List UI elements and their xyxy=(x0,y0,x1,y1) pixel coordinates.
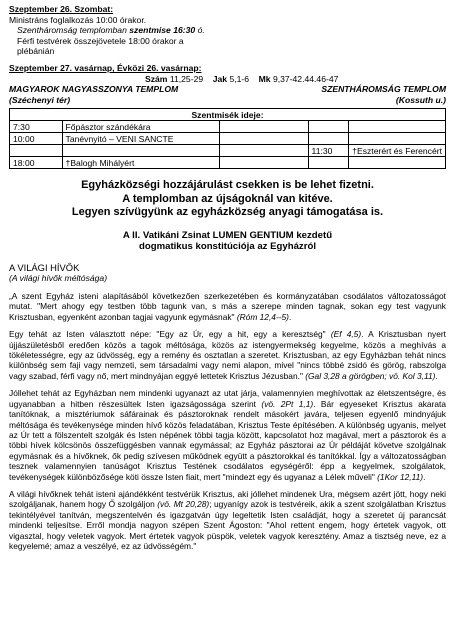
intention-right xyxy=(349,121,446,133)
intention-right xyxy=(349,157,446,169)
section-title: A VILÁGI HÍVŐK xyxy=(9,261,80,273)
time-left xyxy=(10,145,63,157)
address-right: (Kossuth u.) xyxy=(395,94,446,105)
mass-table-header: Szentmisék ideje: xyxy=(10,109,446,121)
document-heading xyxy=(9,230,446,253)
mass-row xyxy=(10,133,446,145)
church-left: MAGYAROK NAGYASSZONYA TEMPLOM xyxy=(9,84,179,95)
time-left: 7:30 xyxy=(10,121,63,133)
mass-schedule-table xyxy=(9,108,446,169)
sunday-block xyxy=(9,63,446,105)
intention-left: Főpásztor szándékára xyxy=(62,121,219,133)
bulletin-page xyxy=(9,4,446,551)
time-right xyxy=(308,121,349,133)
mass-row xyxy=(10,121,446,133)
addresses-line xyxy=(9,95,446,106)
doc-title-line-2: dogmatikus konstitúciója az Egyházról xyxy=(139,241,316,253)
saturday-line-1: Ministráns foglalkozás 10:00 órakor. xyxy=(9,14,147,25)
intention-left: †Balogh Mihályért xyxy=(62,157,219,169)
notice-line-2: A templomban az újságoknál van kitéve. xyxy=(122,192,333,205)
mass-row xyxy=(10,145,446,157)
time-left: 10:00 xyxy=(10,133,63,145)
intention-right xyxy=(349,133,446,145)
intention-right: †Eszterért és Ferencért xyxy=(349,145,446,157)
address-left: (Széchenyi tér) xyxy=(9,94,71,105)
time-right: 11:30 xyxy=(308,145,349,157)
saturday-line-2: Szentháromság templomban szentmise 16:30 ó. xyxy=(17,25,205,36)
mass-row xyxy=(10,157,446,169)
intention-left xyxy=(62,145,219,157)
time-right xyxy=(308,133,349,145)
readings-line: Szám 11,25-29 Jak 5,1-6 Mk 9,37-42.44.46-47 xyxy=(145,73,339,84)
time-right xyxy=(308,157,349,169)
paragraph-3: Jóllehet tehát az Egyházban nem mindenki ugyanazt az utat járja, valamennyien meghívottak az életszentségre, és ugyanabban a hitben részesültek Isten igazságossága szerint (vö. 2Pt 1,1). Bár egyeseket Krisztus akarata tanítóknak, a misztériumok sáfárainak és pásztoroknak rendelt másokért javára, teljesen egyenlő mindnyájuk méltósága és tevékenysége minden hívő közös feladatában, Krisztus Teste építésében. A különbség ugyanis, melyet az Úr tett a fölszentelt szolgák és Isten népének többi tagja között, kapcsolatot hoz magával, mert a pásztorok és a többi hívek kölcsönös összefüggésben vannak egymással; az Egyház pásztorai az Úr példáját követve szolgálnak egymásnak és a hívőknek, ők pedig szívesen működnek együtt a pásztorokkal és tanítókkal. Így a változatosságban tesznek valamennyien tanúságot Krisztus Testének csodálatos egységéről: épp a kegyelmek, szolgálatok, tevékenységek különbözősége köti össze Isten fiait, mert "mindezt egy és ugyanaz a Lélek műveli" (1Kor 12,11). xyxy=(9,388,447,482)
saturday-block xyxy=(9,4,446,57)
saturday-date: Szeptember 26. Szombat: xyxy=(9,4,114,14)
church-right: SZENTHÁROMSÁG TEMPLOM xyxy=(321,84,446,95)
saturday-line-4: plébánián xyxy=(17,46,55,57)
notice-line-3: Legyen szívügyünk az egyházközség anyagi támogatása is. xyxy=(71,206,384,219)
time-left: 18:00 xyxy=(10,157,63,169)
intention-left: Tanévnyitó – VENI SANCTE xyxy=(62,133,219,145)
mass-table-header-row xyxy=(10,109,446,121)
paragraph-2: Egy tehát az Isten választott népe: "Egy az Úr, egy a hit, egy a keresztség" (Ef 4,5). A Krisztusban nyert újjászületésből eredően közös a tagok méltósága, közös az istengyermekség kegyelme, közös a meghívás a tökéletességre, egy az üdvösség, egy a remény és osztatlan a szeretet. Krisztusban, az egy Egyházban tehát nincs különbség sem faji vagy nemzeti, sem társadalmi vagy nemi alapon, mivel "nincs többé zsidó és görög, rabszolga vagy szabad, férfi vagy nő, mert mindnyájan eggyé lettetek Krisztus Jézusban." (Gal 3,28 a görögben; vö. Kol 3,11). xyxy=(9,329,447,381)
paragraph-1: „A szent Egyház isteni alapításából következően szerkezetében és kormányzatában csodálatos változatosságot mutat. "Mert ahogy egy testben több tagunk van, s más a szerepe minden tagnak, sokan egy test vagyunk Krisztusban, egyenként azonban tagjai vagyunk egymásnak" (Róm 12,4--5). xyxy=(9,291,446,322)
donation-notice xyxy=(9,179,446,220)
notice-line-1: Egyházközségi hozzájárulást csekken is be lehet fizetni. xyxy=(81,179,374,192)
sunday-date: Szeptember 27. vasárnap, Évközi 26. vasárnap: xyxy=(9,62,202,73)
saturday-line-3: Férfi testvérek összejövetele 18:00 órakor a xyxy=(17,35,184,46)
doc-title-line-1: A II. Vatikáni Zsinat LUMEN GENTIUM kezdetű xyxy=(122,229,333,241)
section-subtitle: (A világi hívők méltósága) xyxy=(9,273,108,284)
churches-line xyxy=(9,84,446,95)
paragraph-4: A világi hívőknek tehát isteni ajándékként testvérük Krisztus, aki jóllehet mindenek Ura, mégsem azért jött, hogy neki szolgáljanak, hanem hogy Ő szolgáljon (vö. Mt 20,28); ugyanígy azok is testvéreik, akik a szent szolgálatban Krisztus tekintélyével tanítván, megszentelvén és igazgatván úgy legeltetik Isten családját, hogy a szeretet új parancsát mindenki teljesítse. Erről mondja nagyon szépen Szent Ágoston: "Ahol rettent engem, hogy értetek vagyok, ott vigasztal, hogy veletek vagyok. Mert értetek vagyok püspök, veletek vagyok keresztény. Amaz a tisztség neve, ez a kegyelemé; amaz a veszélyé, ez az üdvösségém." xyxy=(9,488,446,551)
